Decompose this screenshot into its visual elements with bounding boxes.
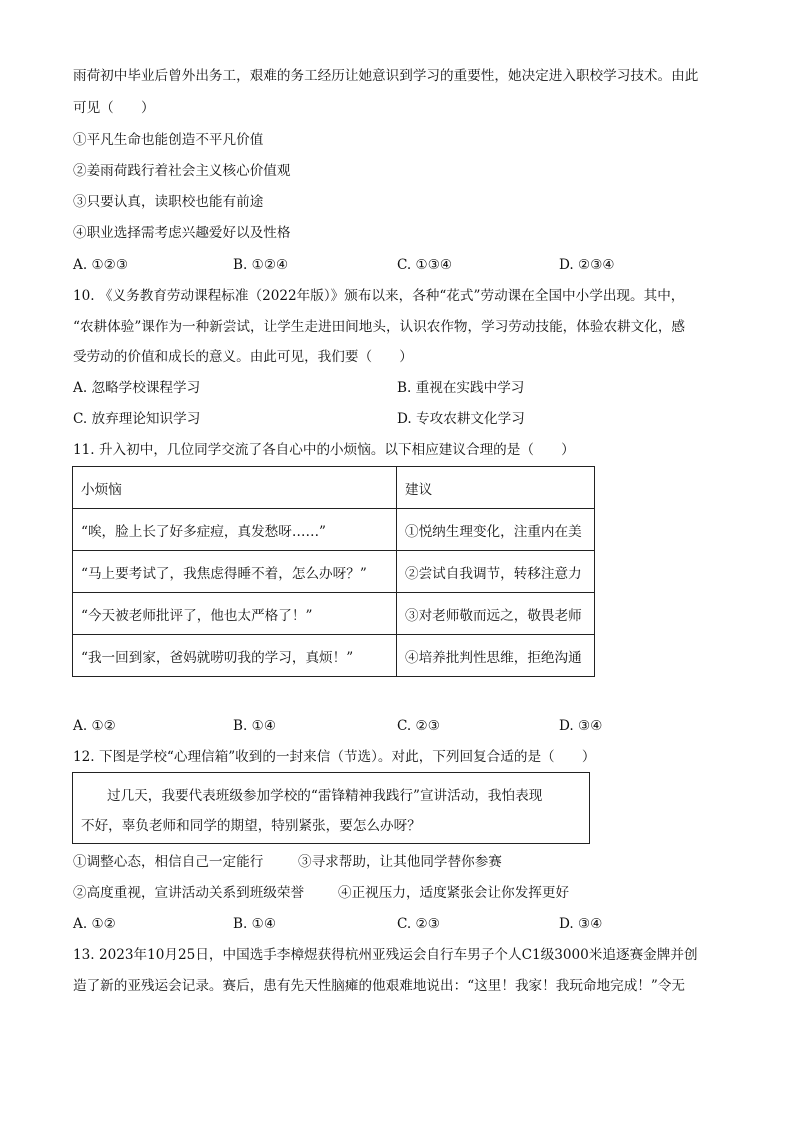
- q10-stem-line: “农耕体验”课作为一种新尝试，让学生走进田间地头，认识农作物，学习劳动技能，体验农耕文化，感: [73, 319, 686, 335]
- q9-statement: ①平凡生命也能创造不平凡价值: [73, 132, 264, 148]
- table-header-cell: 小烦恼: [73, 467, 397, 509]
- table-cell-advice: ①悦纳生理变化，注重内在美: [397, 509, 595, 551]
- letter-line: 过几天，我要代表班级参加学校的“雷锋精神我践行”宣讲活动，我怕表现: [107, 788, 543, 804]
- q12-statement: ③寻求帮助，让其他同学替你参赛: [298, 854, 502, 870]
- q12-statements-row: [73, 883, 733, 903]
- q9-option-d[interactable]: D. ②③④: [559, 257, 615, 273]
- q12-stem: 12. 下图是学校“心理信箱”收到的一封来信（节选）。对此，下列回复合适的是（ ）: [73, 749, 596, 765]
- q10-options-row: [73, 409, 733, 429]
- table-row: [73, 509, 595, 551]
- q9-stem-line: 可见（ ）: [73, 100, 155, 116]
- q10-options-row: [73, 378, 733, 398]
- q12-statement: ②高度重视，宣讲活动关系到班级荣誉: [73, 885, 305, 901]
- q12-option-d[interactable]: D. ③④: [559, 916, 603, 932]
- q9-statement: ④职业选择需考虑兴趣爱好以及性格: [73, 225, 291, 241]
- q13-stem-line: 13. 2023年10月25日，中国选手李樟煜获得杭州亚残运会自行车男子个人C1级3000米追逐赛金牌并创: [73, 947, 698, 963]
- q10-option-b[interactable]: B. 重视在实践中学习: [397, 380, 525, 396]
- q11-option-d[interactable]: D. ③④: [559, 718, 603, 734]
- q10-option-d[interactable]: D. 专攻农耕文化学习: [397, 411, 525, 427]
- q13-stem-line: 造了新的亚残运会记录。赛后，患有先天性脑瘫的他艰难地说出：“这里！我家！我玩命地完成！”令无: [73, 978, 686, 994]
- table-cell-worry: “唉，脸上长了好多症痘，真发愁呀……”: [73, 509, 397, 551]
- q9-statement: ③只要认真，读职校也能有前途: [73, 194, 264, 210]
- q10-option-a[interactable]: A. 忽略学校课程学习: [73, 380, 201, 396]
- q11-option-b[interactable]: B. ①④: [233, 718, 277, 734]
- q11-table: [72, 466, 595, 677]
- table-cell-worry: “今天被老师批评了，他也太严格了！”: [73, 593, 397, 635]
- q12-statements-row: [73, 852, 733, 872]
- q11-option-c[interactable]: C. ②③: [397, 718, 440, 734]
- q12-option-b[interactable]: B. ①④: [233, 916, 277, 932]
- q9-options: [73, 255, 733, 275]
- letter-line: 不好，辜负老师和同学的期望，特别紧张，要怎么办呀？: [81, 818, 421, 834]
- table-header-cell: 建议: [397, 467, 595, 509]
- q11-option-a[interactable]: A. ①②: [73, 718, 116, 734]
- table-row: [73, 593, 595, 635]
- q9-statement: ②姜雨荷践行着社会主义核心价值观: [73, 163, 291, 179]
- q12-options: [73, 914, 733, 934]
- letter-box: [72, 772, 590, 844]
- q10-stem-line: 10. 《义务教育劳动课程标准（2022年版）》颁布以来，各种“花式”劳动课在全国中小学出现。其中，: [73, 288, 685, 304]
- q12-statement: ①调整心态，相信自己一定能行: [73, 854, 264, 870]
- table-cell-advice: ③对老师敬而远之，敬畏老师: [397, 593, 595, 635]
- q9-option-c[interactable]: C. ①③④: [397, 257, 453, 273]
- q9-option-b[interactable]: B. ①②④: [233, 257, 289, 273]
- q12-option-a[interactable]: A. ①②: [73, 916, 116, 932]
- q9-option-a[interactable]: A. ①②③: [73, 257, 129, 273]
- table-row: [73, 551, 595, 593]
- table-header-row: [73, 467, 595, 509]
- table-cell-advice: ②尝试自我调节，转移注意力: [397, 551, 595, 593]
- table-cell-advice: ④培养批判性思维，拒绝沟通: [397, 635, 595, 677]
- q12-option-c[interactable]: C. ②③: [397, 916, 440, 932]
- q10-stem-line: 受劳动的价值和成长的意义。由此可见，我们要（ ）: [73, 349, 413, 365]
- table-cell-worry: “我一回到家，爸妈就唠叨我的学习，真烦！”: [73, 635, 397, 677]
- q10-option-c[interactable]: C. 放弃理论知识学习: [73, 411, 201, 427]
- table-row: [73, 635, 595, 677]
- q12-statement: ④正视压力，适度紧张会让你发挥更好: [338, 885, 570, 901]
- q9-stem-line: 雨荷初中毕业后曾外出务工，艰难的务工经历让她意识到学习的重要性，她决定进入职校学习技术。由此: [73, 68, 699, 84]
- q11-options: [73, 716, 733, 736]
- q11-stem: 11. 升入初中，几位同学交流了各自心中的小烦恼。以下相应建议合理的是（ ）: [73, 442, 575, 458]
- table-cell-worry: “马上要考试了，我焦虑得睡不着，怎么办呀？”: [73, 551, 397, 593]
